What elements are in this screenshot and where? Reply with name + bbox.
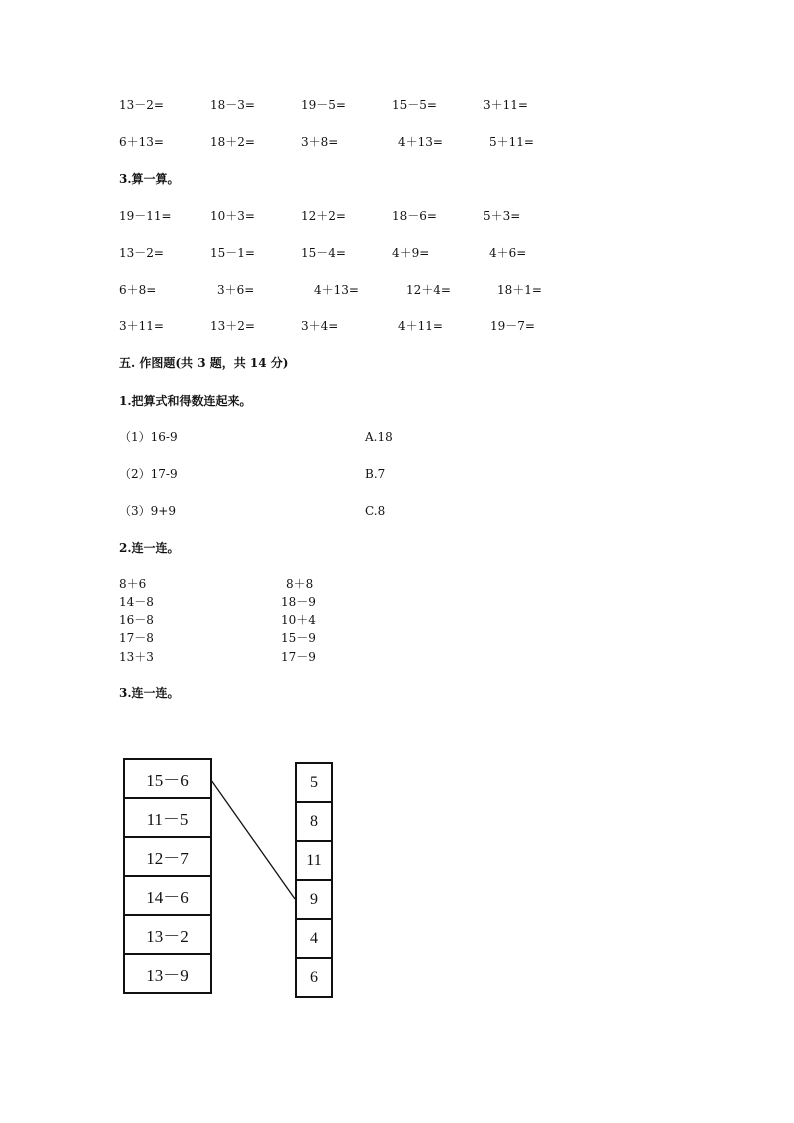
right-box-2-text: 8 [310, 812, 318, 830]
expr-r1-c3: 19－5= [301, 98, 346, 112]
q3-r2-c4: 4＋9= [392, 246, 430, 260]
q3-r1-c1: 19－11= [119, 209, 172, 223]
expr-r2-c4: 4＋13= [398, 135, 443, 149]
expr-r2-c2: 18＋2= [210, 135, 255, 149]
expr-r2-c5: 5＋11= [489, 135, 534, 149]
left-box-5-text: 13－2 [146, 927, 189, 946]
left-box-1-text: 15－6 [146, 771, 189, 790]
problem-1-title: 1.把算式和得数连起来。 [119, 394, 252, 408]
p1-left-1: （1）16-9 [119, 430, 178, 444]
p2-right-1: 8＋8 [286, 577, 314, 591]
expr-r2-c3: 3＋8= [301, 135, 339, 149]
p2-left-4: 17－8 [119, 631, 154, 645]
q3-r3-c1: 6＋8= [119, 283, 157, 297]
q3-r3-c3: 4＋13= [314, 283, 359, 297]
expr-r1-c2: 18－3= [210, 98, 255, 112]
right-box-5-text: 4 [310, 929, 318, 947]
left-box-3-text: 12－7 [146, 849, 189, 868]
left-box-6-text: 13－9 [146, 966, 189, 985]
problem-2-title: 2.连一连。 [119, 541, 180, 555]
right-box-1-text: 5 [310, 773, 318, 791]
p2-left-1: 8＋6 [119, 577, 147, 591]
p2-right-2: 18－9 [281, 595, 316, 609]
q3-r1-c3: 12＋2= [301, 209, 346, 223]
right-box-4-text: 9 [310, 890, 318, 908]
q3-r4-c3: 3＋4= [301, 319, 339, 333]
expr-r2-c1: 6＋13= [119, 135, 164, 149]
q3-r2-c1: 13－2= [119, 246, 164, 260]
q3-r2-c2: 15－1= [210, 246, 255, 260]
q3-r4-c2: 13＋2= [210, 319, 255, 333]
p1-right-2: B.7 [365, 467, 386, 481]
p1-right-1: A.18 [365, 430, 393, 444]
q3-r3-c5: 18＋1= [497, 283, 542, 297]
section-5-title: 五. 作图题(共 3 题，共 14 分) [119, 356, 289, 370]
p2-left-3: 16－8 [119, 613, 154, 627]
p1-left-2: （2）17-9 [119, 467, 178, 481]
p1-right-3: C.8 [365, 504, 386, 518]
q3-r2-c3: 15－4= [301, 246, 346, 260]
q3-r1-c5: 5＋3= [483, 209, 521, 223]
left-box-2-text: 11－5 [146, 810, 189, 829]
problem-3-title: 3.连一连。 [119, 686, 180, 700]
p2-left-5: 13＋3 [119, 650, 154, 664]
right-box-3-text: 11 [306, 851, 322, 869]
expr-r1-c1: 13－2= [119, 98, 164, 112]
q3-r2-c5: 4＋6= [489, 246, 527, 260]
p2-left-2: 14－8 [119, 595, 154, 609]
q3-r1-c2: 10＋3= [210, 209, 255, 223]
connector-line [118, 752, 338, 1004]
question-3-title: 3.算一算。 [119, 172, 180, 186]
q3-r3-c2: 3＋6= [217, 283, 255, 297]
q3-r4-c4: 4＋11= [398, 319, 443, 333]
matching-diagram [118, 752, 338, 1004]
p1-left-3: （3）9+9 [119, 504, 176, 518]
p2-right-5: 17－9 [281, 650, 316, 664]
q3-r4-c1: 3＋11= [119, 319, 164, 333]
expr-r1-c4: 15－5= [392, 98, 437, 112]
expr-r1-c5: 3＋11= [483, 98, 528, 112]
q3-r1-c4: 18－6= [392, 209, 437, 223]
right-box-6-text: 6 [310, 968, 318, 986]
left-box-4-text: 14－6 [146, 888, 189, 907]
p2-right-3: 10＋4 [281, 613, 316, 627]
p2-right-4: 15－9 [281, 631, 316, 645]
q3-r4-c5: 19－7= [490, 319, 535, 333]
q3-r3-c4: 12＋4= [406, 283, 451, 297]
